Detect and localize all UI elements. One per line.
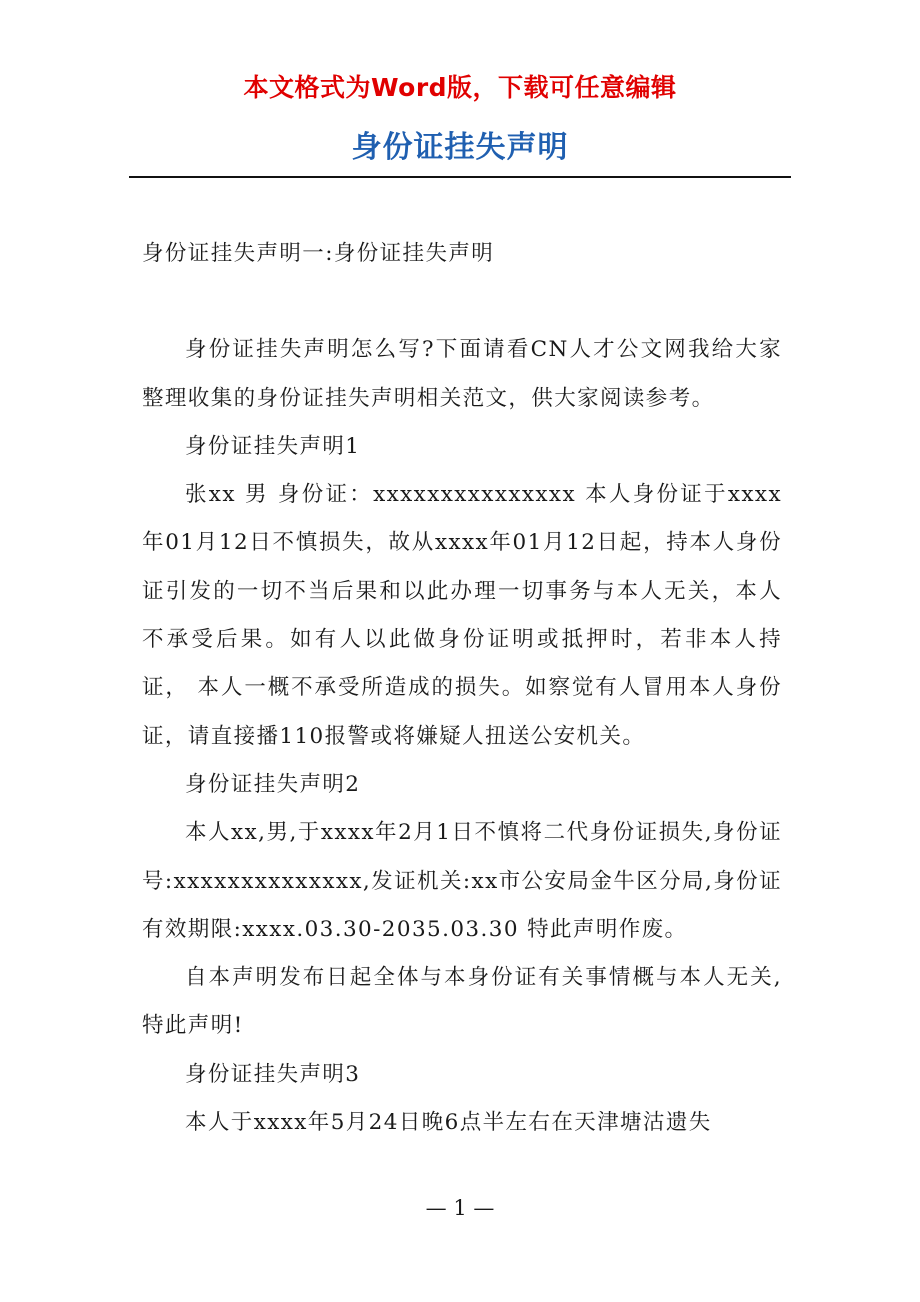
page-number: — 1 — [425, 1196, 495, 1220]
example-heading-2: 身份证挂失声明2 [185, 771, 361, 797]
example-2-closing-paragraph: 自本声明发布日起全体与本身份证有关事情概与本人无关,特此声明! [142, 965, 782, 1039]
example-1-paragraph: 张xx 男 身份证：xxxxxxxxxxxxxxx 本人身份证于xxxx年01月12日不慎损失，故从xxxx年01月12日起，持本人身份证引发的一切不当后果和以此办理一切事务与本人无关，本人不承受后果。如有人以此做身份证明或抵押时，若非本人持证， 本人一概不承受所造成的损失。如察觉有人冒用本人身份证，请直接播110报警或将嫌疑人扭送公安机关。 [142, 482, 782, 749]
example-2-paragraph: 本人xx,男,于xxxx年2月1日不慎将二代身份证损失,身份证号:xxxxxxxxxxxxxx,发证机关:xx市公安局金牛区分局,身份证有效期限:xxxx.03.30-2035.03.30 特此声明作废。 [142, 820, 782, 942]
paragraph-spacer [142, 278, 782, 326]
document-body [142, 230, 782, 1147]
intro-paragraph: 身份证挂失声明怎么写?下面请看CN人才公文网我给大家整理收集的身份证挂失声明相关范文，供大家阅读参考。 [142, 337, 782, 411]
format-notice-banner: 本文格式为Word版，下载可任意编辑 [243, 73, 677, 102]
document-title: 身份证挂失声明 [351, 130, 569, 165]
example-heading-1: 身份证挂失声明1 [185, 433, 361, 459]
example-3-paragraph: 本人于xxxx年5月24日晚6点半左右在天津塘沽遗失 [185, 1110, 712, 1136]
example-heading-3: 身份证挂失声明3 [185, 1061, 361, 1087]
section-heading: 身份证挂失声明一:身份证挂失声明 [142, 241, 495, 266]
title-divider [129, 176, 791, 178]
